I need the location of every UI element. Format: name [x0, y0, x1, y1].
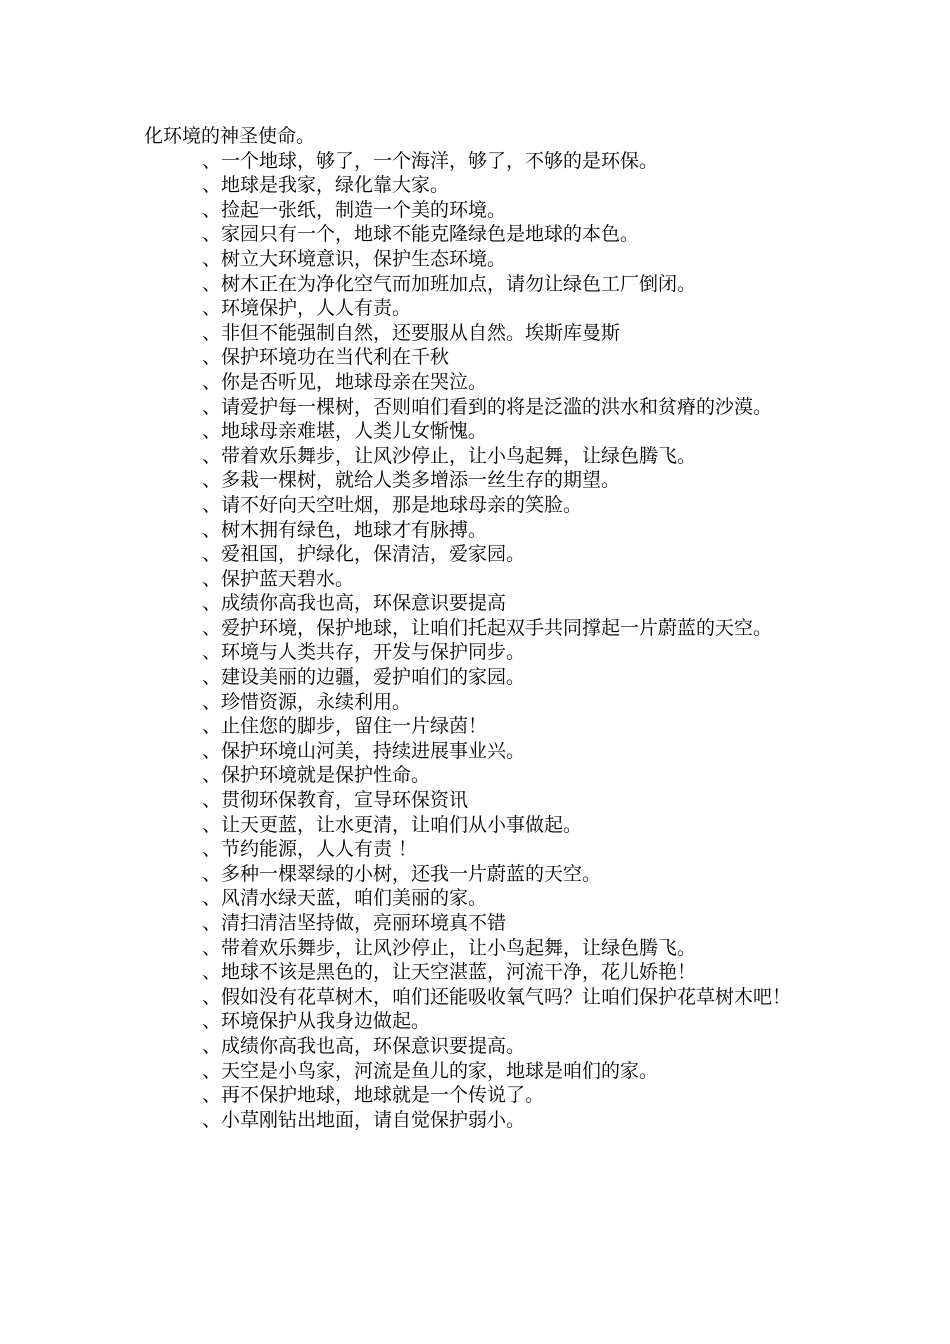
slogan-item: 、让天更蓝，让水更清，让咱们从小事做起。: [202, 813, 583, 836]
slogan-item: 、天空是小鸟家，河流是鱼儿的家，地球是咱们的家。: [202, 1059, 659, 1082]
slogan-item: 、假如没有花草树木，咱们还能吸收氧气吗？让咱们保护花草树木吧！: [202, 985, 792, 1008]
slogan-item: 、你是否听见，地球母亲在哭泣。: [202, 370, 488, 393]
slogan-item: 、节约能源，人人有责 ！: [202, 838, 418, 861]
slogan-item: 、多种一棵翠绿的小树，还我一片蔚蓝的天空。: [202, 862, 602, 885]
document-body: [144, 124, 814, 1132]
slogan-item: 、止住您的脚步，留住一片绿茵！: [202, 715, 488, 738]
slogan-item: 、一个地球，够了，一个海洋，够了，不够的是环保。: [202, 149, 659, 172]
slogan-item: 、再不保护地球，地球就是一个传说了。: [202, 1084, 545, 1107]
slogan-item: 、带着欢乐舞步，让风沙停止，让小鸟起舞，让绿色腾飞。: [202, 936, 697, 959]
paragraph-continuation: 化环境的神圣使命。: [144, 125, 316, 147]
slogan-item: 、请不好向天空吐烟，那是地球母亲的笑脸。: [202, 493, 583, 516]
slogan-item: 、爱护环境，保护地球，让咱们托起双手共同撑起一片蔚蓝的天空。: [202, 616, 773, 639]
slogan-item: 、建设美丽的边疆，爱护咱们的家园。: [202, 666, 526, 689]
slogan-item: 、树木正在为净化空气而加班加点，请勿让绿色工厂倒闭。: [202, 272, 697, 295]
slogan-item: 、保护环境功在当代利在千秋: [202, 346, 450, 369]
slogan-item: 、风清水绿天蓝，咱们美丽的家。: [202, 887, 488, 910]
slogan-item: 、环境保护从我身边做起。: [202, 1010, 431, 1033]
slogan-item: 、多栽一棵树，就给人类多增添一丝生存的期望。: [202, 469, 621, 492]
slogan-item: 、树木拥有绿色，地球才有脉搏。: [202, 518, 488, 541]
slogan-item: 、成绩你高我也高，环保意识要提高: [202, 592, 507, 615]
slogan-item: 、珍惜资源，永续利用。: [202, 690, 412, 713]
slogan-item: 、环境保护，人人有责。: [202, 297, 412, 320]
slogan-item: 、地球是我家，绿化靠大家。: [202, 174, 450, 197]
slogan-item: 、小草刚钻出地面，请自觉保护弱小。: [202, 1108, 526, 1131]
slogan-item: 、清扫清洁坚持做，亮丽环境真不错: [202, 912, 507, 934]
slogan-item: 、环境与人类共存，开发与保护同步。: [202, 641, 526, 664]
slogan-item: 、保护环境山河美，持续进展事业兴。: [202, 739, 526, 762]
slogan-item: 、树立大环境意识，保护生态环境。: [202, 247, 507, 270]
slogan-item: 、地球母亲难堪，人类儿女惭愧。: [202, 420, 488, 443]
slogan-item: 、爱祖国，护绿化，保清洁，爱家园。: [202, 543, 526, 566]
slogan-item: 、捡起一张纸，制造一个美的环境。: [202, 198, 507, 221]
slogan-item: 、家园只有一个，地球不能克隆绿色是地球的本色。: [202, 223, 640, 246]
slogan-item: 、带着欢乐舞步，让风沙停止，让小鸟起舞，让绿色腾飞。: [202, 444, 697, 467]
slogan-item: 、非但不能强制自然，还要服从自然。埃斯库曼斯: [202, 321, 621, 344]
slogan-item: 、请爱护每一棵树，否则咱们看到的将是泛滥的洪水和贫瘠的沙漠。: [202, 395, 773, 418]
slogan-item: 、成绩你高我也高，环保意识要提高。: [202, 1034, 526, 1057]
slogan-item: 、保护环境就是保护性命。: [202, 764, 431, 787]
slogan-item: 、保护蓝天碧水。: [202, 567, 355, 590]
slogan-item: 、贯彻环保教育，宣导环保资讯: [202, 789, 469, 812]
slogan-item: 、地球不该是黑色的，让天空湛蓝，河流干净，花儿娇艳！: [202, 961, 697, 984]
